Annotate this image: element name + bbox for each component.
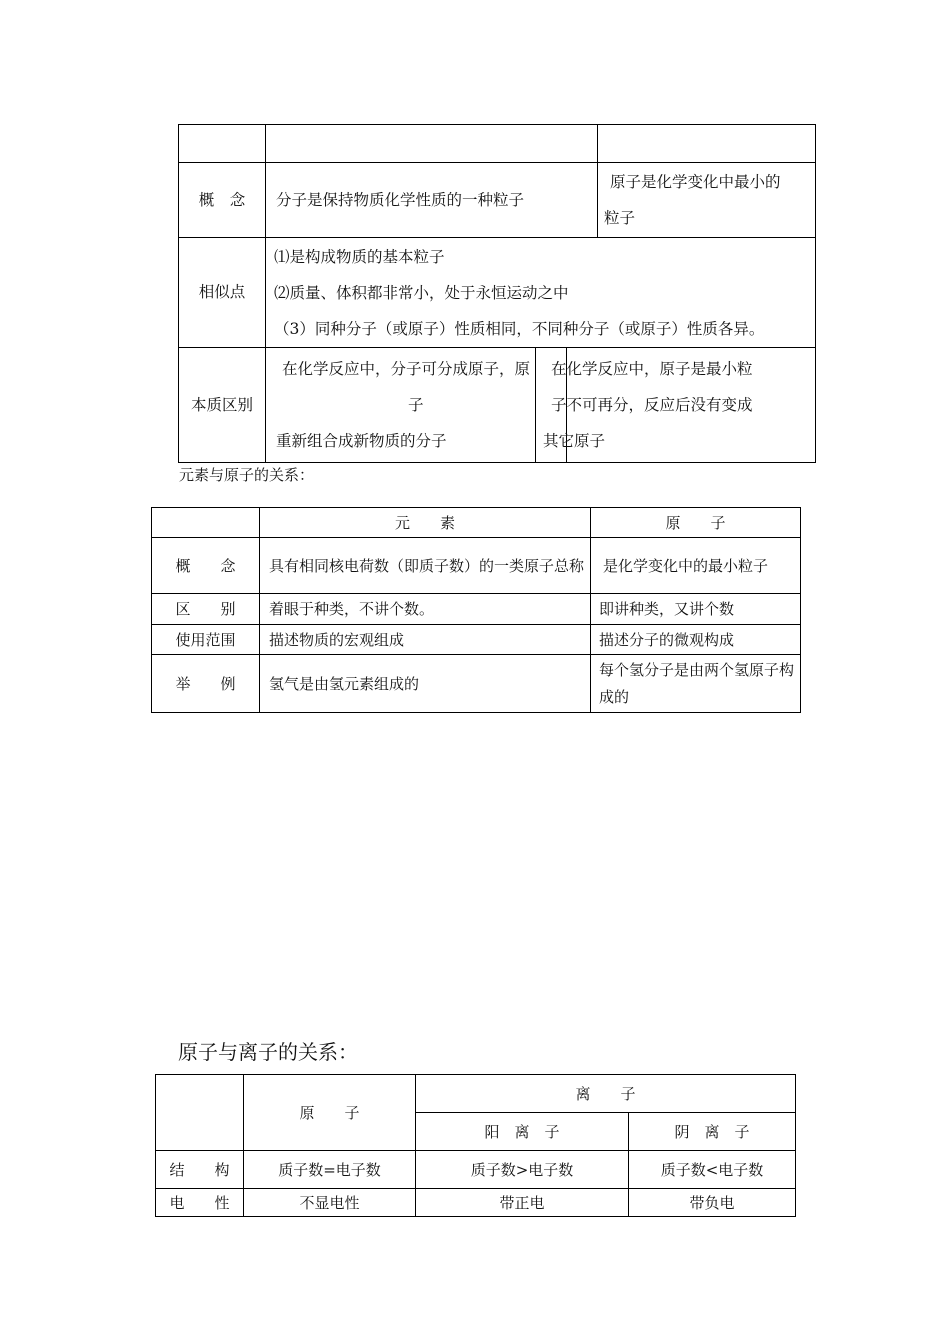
similarity-line2: ⑵质量、体积都非常小，处于永恒运动之中	[274, 283, 569, 302]
similarity-line1: ⑴是构成物质的基本粒子	[274, 247, 445, 266]
table-row	[179, 348, 816, 463]
header-cell-atom	[598, 125, 816, 163]
atom-example: 每个氢分子是由两个氢原子构成的	[591, 655, 801, 713]
row-label-structure: 结 构	[156, 1151, 244, 1189]
atom-usage: 描述分子的微观构成	[591, 625, 801, 655]
row-label-concept: 概 念	[152, 538, 260, 594]
table-row	[179, 163, 816, 238]
header-ion: 离 子	[416, 1075, 796, 1113]
cation-charge: 带正电	[416, 1189, 629, 1217]
molecule-difference-line3: 重新组合成新物质的分子	[276, 432, 447, 450]
molecule-difference-line1: 在化学反应中，分子可分成原子，原	[282, 360, 531, 378]
row-label-essential-difference: 本质区别	[179, 348, 266, 463]
table-row	[152, 655, 801, 713]
cation-structure: 质子数>电子数	[416, 1151, 629, 1189]
table-row	[152, 594, 801, 625]
table-row	[179, 238, 816, 348]
row-label-charge: 电 性	[156, 1189, 244, 1217]
similarity-line3: （3）同种分子（或原子）性质相同，不同种分子（或原子）性质各异。	[274, 319, 765, 338]
element-example: 氢气是由氢元素组成的	[260, 655, 591, 713]
table-header-row	[156, 1075, 796, 1113]
row-label-concept: 概 念	[179, 163, 266, 238]
header-cell-label	[179, 125, 266, 163]
similarity-cell	[266, 238, 816, 348]
atom-difference: 即讲种类，又讲个数	[591, 594, 801, 625]
atom-structure: 质子数=电子数	[244, 1151, 416, 1189]
header-atom: 原 子	[244, 1075, 416, 1151]
molecule-atom-table	[178, 124, 816, 463]
atom-difference-line2: 子不可再分，反应后没有变成	[551, 396, 753, 414]
header-atom: 原 子	[591, 508, 801, 538]
table-row	[156, 1151, 796, 1189]
header-cell-molecule	[266, 125, 598, 163]
row-label-similarity: 相似点	[179, 238, 266, 348]
atom-concept-line2: 粒子	[604, 209, 636, 227]
anion-structure: 质子数<电子数	[629, 1151, 796, 1189]
anion-charge: 带负电	[629, 1189, 796, 1217]
molecule-difference-line2: 子	[408, 396, 424, 414]
molecule-concept: 分子是保持物质化学性质的一种粒子	[266, 163, 598, 238]
header-anion: 阴 离 子	[629, 1113, 796, 1151]
element-difference: 着眼于种类，不讲个数。	[260, 594, 591, 625]
row-label-example: 举 例	[152, 655, 260, 713]
atom-concept-line1: 原子是化学变化中最小的	[610, 173, 781, 191]
table-row	[152, 538, 801, 594]
atom-difference-line1: 在化学反应中，原子是最小粒	[551, 360, 753, 378]
table-row	[156, 1189, 796, 1217]
table-header-row	[152, 508, 801, 538]
atom-difference-line3: 其它原子	[543, 432, 606, 450]
table-row	[152, 625, 801, 655]
element-atom-table	[151, 507, 801, 713]
atom-difference	[543, 348, 816, 463]
molecule-difference	[266, 348, 567, 463]
element-usage: 描述物质的宏观组成	[260, 625, 591, 655]
table-header-row	[179, 125, 816, 163]
element-concept: 具有相同核电荷数（即质子数）的一类原子总称	[260, 538, 591, 594]
row-label-usage-scope: 使用范围	[152, 625, 260, 655]
atom-ion-caption: 原子与离子的关系：	[178, 1040, 358, 1064]
atom-ion-table	[155, 1074, 796, 1217]
header-cation: 阳 离 子	[416, 1113, 629, 1151]
atom-charge: 不显电性	[244, 1189, 416, 1217]
atom-concept	[598, 163, 816, 238]
atom-concept: 是化学变化中的最小粒子	[591, 538, 801, 594]
header-element: 元 素	[260, 508, 591, 538]
header-cell-blank	[152, 508, 260, 538]
row-label-difference: 区 别	[152, 594, 260, 625]
element-atom-caption: 元素与原子的关系：	[179, 466, 315, 484]
header-cell-blank	[156, 1075, 244, 1151]
